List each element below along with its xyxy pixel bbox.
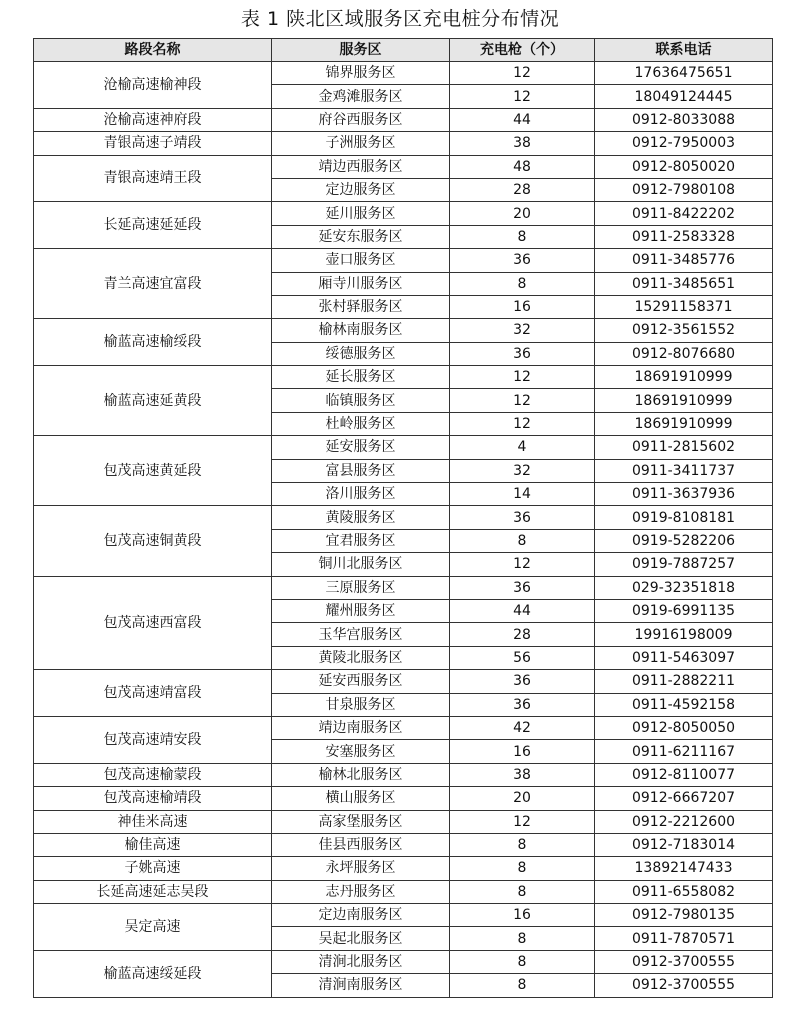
phone-cell: 0911-6558082 (595, 880, 773, 903)
phone-cell: 0912-7950003 (595, 132, 773, 155)
phone-cell: 0911-3485776 (595, 249, 773, 272)
header-phone: 联系电话 (595, 39, 773, 62)
phone-cell: 0919-5282206 (595, 529, 773, 552)
table-row (34, 132, 773, 155)
table-row (34, 880, 773, 903)
table-row (34, 787, 773, 810)
phone-cell: 15291158371 (595, 295, 773, 318)
table-row (34, 108, 773, 131)
table-row (34, 950, 773, 973)
phone-cell: 0911-8422202 (595, 202, 773, 225)
charger-count-cell: 36 (450, 342, 595, 365)
service-area-cell: 定边服务区 (272, 178, 450, 201)
service-area-cell: 志丹服务区 (272, 880, 450, 903)
service-area-cell: 玉华宫服务区 (272, 623, 450, 646)
service-area-cell: 铜川北服务区 (272, 553, 450, 576)
road-name-cell: 榆蓝高速绥延段 (34, 950, 272, 997)
phone-cell: 13892147433 (595, 857, 773, 880)
road-name-cell: 长延高速延延段 (34, 202, 272, 249)
phone-cell: 029-32351818 (595, 576, 773, 599)
service-area-cell: 子洲服务区 (272, 132, 450, 155)
charger-count-cell: 36 (450, 506, 595, 529)
charger-count-cell: 38 (450, 132, 595, 155)
phone-cell: 0912-3700555 (595, 974, 773, 997)
road-name-cell: 榆蓝高速延黄段 (34, 366, 272, 436)
table-row (34, 904, 773, 927)
road-name-cell: 子姚高速 (34, 857, 272, 880)
charger-count-cell: 20 (450, 202, 595, 225)
phone-cell: 0912-8050020 (595, 155, 773, 178)
service-area-cell: 永坪服务区 (272, 857, 450, 880)
phone-cell: 0912-7980135 (595, 904, 773, 927)
service-area-cell: 绥德服务区 (272, 342, 450, 365)
charger-count-cell: 14 (450, 483, 595, 506)
road-name-cell: 榆蓝高速榆绥段 (34, 319, 272, 366)
phone-cell: 0919-6991135 (595, 599, 773, 622)
phone-cell: 0911-2815602 (595, 436, 773, 459)
header-row (34, 39, 773, 62)
road-name-cell: 沧榆高速榆神段 (34, 62, 272, 109)
charger-count-cell: 48 (450, 155, 595, 178)
table-row (34, 576, 773, 599)
charger-count-cell: 8 (450, 225, 595, 248)
table-row (34, 857, 773, 880)
phone-cell: 0912-6667207 (595, 787, 773, 810)
phone-cell: 0911-2882211 (595, 670, 773, 693)
service-area-cell: 杜岭服务区 (272, 412, 450, 435)
road-name-cell: 长延高速延志吴段 (34, 880, 272, 903)
charger-count-cell: 42 (450, 716, 595, 739)
phone-cell: 18691910999 (595, 412, 773, 435)
service-area-cell: 佳县西服务区 (272, 833, 450, 856)
phone-cell: 0911-3485651 (595, 272, 773, 295)
charger-count-cell: 8 (450, 927, 595, 950)
service-area-cell: 榆林北服务区 (272, 763, 450, 786)
phone-cell: 19916198009 (595, 623, 773, 646)
phone-cell: 0912-3700555 (595, 950, 773, 973)
charger-count-cell: 8 (450, 529, 595, 552)
service-area-cell: 延安服务区 (272, 436, 450, 459)
charger-count-cell: 8 (450, 272, 595, 295)
table-row (34, 366, 773, 389)
road-name-cell: 包茂高速榆蒙段 (34, 763, 272, 786)
charger-count-cell: 12 (450, 62, 595, 85)
service-area-cell: 延川服务区 (272, 202, 450, 225)
road-name-cell: 吴定高速 (34, 904, 272, 951)
service-area-cell: 宜君服务区 (272, 529, 450, 552)
phone-cell: 0912-8110077 (595, 763, 773, 786)
charger-count-cell: 8 (450, 880, 595, 903)
service-area-cell: 横山服务区 (272, 787, 450, 810)
phone-cell: 0911-3637936 (595, 483, 773, 506)
road-name-cell: 榆佳高速 (34, 833, 272, 856)
charger-count-cell: 12 (450, 810, 595, 833)
charger-count-cell: 12 (450, 553, 595, 576)
phone-cell: 0912-3561552 (595, 319, 773, 342)
charger-count-cell: 8 (450, 857, 595, 880)
table-row (34, 62, 773, 85)
charger-count-cell: 8 (450, 950, 595, 973)
phone-cell: 0912-8076680 (595, 342, 773, 365)
phone-cell: 18049124445 (595, 85, 773, 108)
road-name-cell: 沧榆高速神府段 (34, 108, 272, 131)
road-name-cell: 包茂高速铜黄段 (34, 506, 272, 576)
table-row (34, 670, 773, 693)
service-area-cell: 耀州服务区 (272, 599, 450, 622)
phone-cell: 0911-2583328 (595, 225, 773, 248)
service-area-cell: 延长服务区 (272, 366, 450, 389)
service-area-cell: 清涧南服务区 (272, 974, 450, 997)
charger-count-cell: 16 (450, 295, 595, 318)
service-area-cell: 靖边西服务区 (272, 155, 450, 178)
road-name-cell: 青兰高速宜富段 (34, 249, 272, 319)
road-name-cell: 包茂高速榆靖段 (34, 787, 272, 810)
charger-count-cell: 44 (450, 108, 595, 131)
charger-count-cell: 32 (450, 459, 595, 482)
service-area-cell: 洛川服务区 (272, 483, 450, 506)
table-row (34, 155, 773, 178)
charger-count-cell: 28 (450, 623, 595, 646)
charger-count-cell: 36 (450, 249, 595, 272)
service-area-cell: 金鸡滩服务区 (272, 85, 450, 108)
header-road: 路段名称 (34, 39, 272, 62)
charger-count-cell: 8 (450, 974, 595, 997)
service-area-cell: 吴起北服务区 (272, 927, 450, 950)
table-row (34, 319, 773, 342)
phone-cell: 0912-8033088 (595, 108, 773, 131)
service-area-cell: 甘泉服务区 (272, 693, 450, 716)
header-service-area: 服务区 (272, 39, 450, 62)
phone-cell: 0911-6211167 (595, 740, 773, 763)
service-area-cell: 靖边南服务区 (272, 716, 450, 739)
charger-count-cell: 4 (450, 436, 595, 459)
charger-count-cell: 12 (450, 389, 595, 412)
table-body (34, 62, 773, 998)
service-area-cell: 厢寺川服务区 (272, 272, 450, 295)
road-name-cell: 包茂高速靖安段 (34, 716, 272, 763)
service-area-cell: 府谷西服务区 (272, 108, 450, 131)
phone-cell: 0919-8108181 (595, 506, 773, 529)
service-area-cell: 安塞服务区 (272, 740, 450, 763)
charger-count-cell: 12 (450, 412, 595, 435)
service-area-cell: 张村驿服务区 (272, 295, 450, 318)
phone-cell: 18691910999 (595, 366, 773, 389)
table-title: 表 1 陕北区域服务区充电桩分布情况 (240, 8, 560, 30)
service-area-cell: 高家堡服务区 (272, 810, 450, 833)
service-area-cell: 黄陵服务区 (272, 506, 450, 529)
table-row (34, 716, 773, 739)
service-area-cell: 延安东服务区 (272, 225, 450, 248)
service-area-cell: 锦界服务区 (272, 62, 450, 85)
road-name-cell: 包茂高速黄延段 (34, 436, 272, 506)
service-area-cell: 清涧北服务区 (272, 950, 450, 973)
table-row (34, 436, 773, 459)
service-area-cell: 延安西服务区 (272, 670, 450, 693)
table-row (34, 202, 773, 225)
service-area-cell: 临镇服务区 (272, 389, 450, 412)
charger-count-cell: 12 (450, 366, 595, 389)
table-row (34, 506, 773, 529)
phone-cell: 0911-4592158 (595, 693, 773, 716)
table-row (34, 810, 773, 833)
road-name-cell: 青银高速靖王段 (34, 155, 272, 202)
service-area-cell: 三原服务区 (272, 576, 450, 599)
road-name-cell: 神佳米高速 (34, 810, 272, 833)
service-area-cell: 壶口服务区 (272, 249, 450, 272)
charger-count-cell: 32 (450, 319, 595, 342)
charger-count-cell: 8 (450, 833, 595, 856)
phone-cell: 0911-5463097 (595, 646, 773, 669)
charger-count-cell: 36 (450, 670, 595, 693)
service-area-cell: 定边南服务区 (272, 904, 450, 927)
service-area-cell: 富县服务区 (272, 459, 450, 482)
phone-cell: 0911-7870571 (595, 927, 773, 950)
table-header (34, 39, 773, 62)
table-row (34, 833, 773, 856)
table-row (34, 763, 773, 786)
phone-cell: 0919-7887257 (595, 553, 773, 576)
phone-cell: 18691910999 (595, 389, 773, 412)
charger-count-cell: 12 (450, 85, 595, 108)
service-area-cell: 黄陵北服务区 (272, 646, 450, 669)
charger-count-cell: 36 (450, 576, 595, 599)
service-area-cell: 榆林南服务区 (272, 319, 450, 342)
table-row (34, 249, 773, 272)
charger-count-cell: 38 (450, 763, 595, 786)
phone-cell: 0911-3411737 (595, 459, 773, 482)
charger-count-cell: 56 (450, 646, 595, 669)
road-name-cell: 包茂高速西富段 (34, 576, 272, 670)
road-name-cell: 包茂高速靖富段 (34, 670, 272, 717)
charging-station-table (33, 38, 773, 998)
phone-cell: 0912-2212600 (595, 810, 773, 833)
charger-count-cell: 28 (450, 178, 595, 201)
road-name-cell: 青银高速子靖段 (34, 132, 272, 155)
phone-cell: 0912-7980108 (595, 178, 773, 201)
charger-count-cell: 16 (450, 904, 595, 927)
charger-count-cell: 20 (450, 787, 595, 810)
charger-count-cell: 44 (450, 599, 595, 622)
phone-cell: 0912-8050050 (595, 716, 773, 739)
header-chargers: 充电枪（个） (450, 39, 595, 62)
charger-count-cell: 16 (450, 740, 595, 763)
phone-cell: 17636475651 (595, 62, 773, 85)
charger-count-cell: 36 (450, 693, 595, 716)
phone-cell: 0912-7183014 (595, 833, 773, 856)
